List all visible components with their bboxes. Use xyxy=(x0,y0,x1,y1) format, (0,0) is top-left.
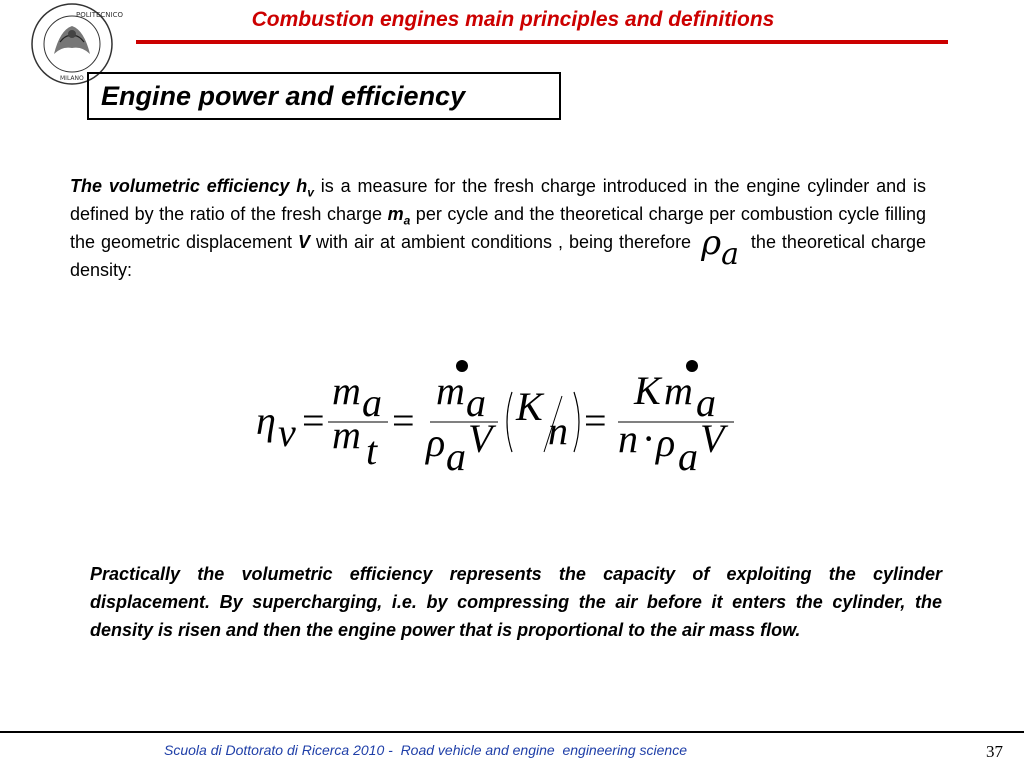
symbol-rho-subscript: a xyxy=(721,236,739,272)
term-volumetric-efficiency xyxy=(70,176,314,200)
paren-right xyxy=(574,392,579,452)
paragraph1-text1: is a measure for the fresh charge introduced in the engine cylinder and is defined by the ratio of the fresh charge xyxy=(70,176,926,224)
formula-m-num-1: m xyxy=(332,368,361,413)
formula-eq-2: = xyxy=(392,398,415,443)
formula-m-den-1: m xyxy=(332,412,361,457)
formula-k-num-3: K xyxy=(634,368,661,413)
logo-text-bottom: MILANO xyxy=(60,75,84,82)
formula-v-den-3: V xyxy=(700,416,725,461)
symbol-v: V xyxy=(298,232,311,252)
formula-m-num-3: m xyxy=(664,368,693,413)
symbol-m-subscript: a xyxy=(403,213,411,228)
page-number: 37 xyxy=(986,742,1003,761)
formula-a-num-3: a xyxy=(696,380,716,425)
symbol-rho-a xyxy=(701,223,739,272)
formula-v-den-2: V xyxy=(468,416,493,461)
term-subscript: v xyxy=(307,185,314,200)
slide-header-title: Combustion engines main principles and definitions xyxy=(251,8,775,31)
symbol-rho: ρ xyxy=(701,223,722,263)
paren-left xyxy=(507,392,512,452)
footer-rule xyxy=(0,731,1024,733)
formula-eta: η xyxy=(256,398,276,443)
formula-a-den-3: a xyxy=(678,434,698,479)
formula-eq-3: = xyxy=(584,398,607,443)
section-title-box xyxy=(87,72,561,120)
header-rule xyxy=(136,40,948,44)
term-text: The volumetric efficiency h xyxy=(70,176,308,196)
paragraph1-text2: per cycle and the theoretical charge per combustion cycle filling the geometric displacement xyxy=(70,204,926,252)
formula-eq-1: = xyxy=(302,398,325,443)
formula-m-num-2: m xyxy=(436,368,465,413)
formula-k-paren: K xyxy=(516,384,543,429)
formula-cdot: · xyxy=(642,416,656,461)
section-title: Engine power and efficiency xyxy=(101,81,466,111)
formula-rho-den-2: ρ xyxy=(426,420,446,465)
logo-text-top: POLITECNICO xyxy=(76,11,123,19)
paragraph1-text3: with air at ambient conditions , being therefore xyxy=(310,232,698,252)
supercharging-paragraph: Practically the volumetric efficiency represents the capacity of exploiting the cylinder displacement. By supercharging, i.e. by compressing the air before it enters the cylinder, the density is risen and then the engine power that is proportional to the air mass flow. xyxy=(90,564,942,640)
formula-a-num-2: a xyxy=(466,380,486,425)
formula-eta-sub: v xyxy=(278,410,296,455)
formula-n-den-3: n xyxy=(618,416,638,461)
symbol-ma xyxy=(387,204,411,228)
paragraph1-text4: the theoretical charge density: xyxy=(70,232,926,280)
definition-paragraph xyxy=(70,172,926,284)
formula-a-den-2: a xyxy=(446,434,466,479)
formula-t-den-1: t xyxy=(366,428,378,473)
formula-a-num-1: a xyxy=(362,380,382,425)
formula-rho-den-3: ρ xyxy=(656,420,676,465)
volumetric-efficiency-formula xyxy=(250,352,750,482)
formula-n-paren: n xyxy=(548,408,568,453)
footer-text: Scuola di Dottorato di Ricerca 2010 - Road vehicle and engine engineering science xyxy=(164,742,687,758)
symbol-m: m xyxy=(387,204,404,224)
